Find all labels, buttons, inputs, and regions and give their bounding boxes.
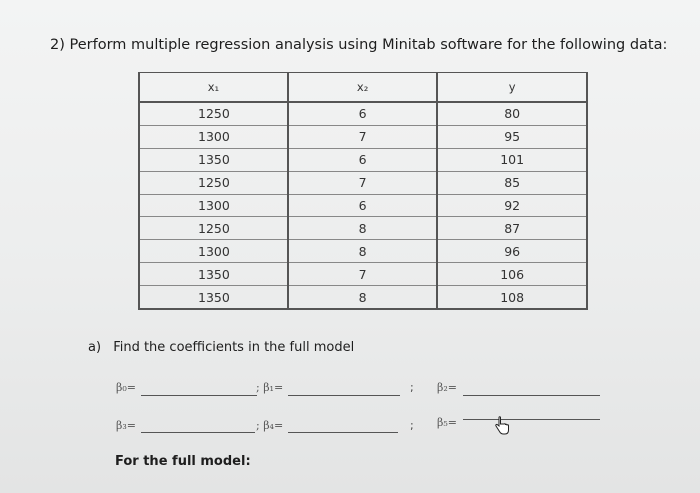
- beta4-label: ; β₄=: [256, 419, 284, 432]
- cell-y: 95: [437, 125, 587, 148]
- table-row: [139, 148, 587, 171]
- cell-x1: 1250: [139, 102, 288, 125]
- table-row: [139, 286, 587, 309]
- cell-y: 87: [437, 217, 587, 240]
- table-row: [139, 263, 587, 286]
- question-heading: 2) Perform multiple regression analysis using Minitab software for the following data:: [50, 37, 668, 53]
- cell-x2: 6: [288, 148, 437, 171]
- beta5-blank[interactable]: [463, 419, 600, 420]
- column-header-x2: x₂: [288, 73, 437, 103]
- cell-x1: 1350: [139, 148, 288, 171]
- separator: ;: [410, 419, 414, 432]
- beta1-blank[interactable]: [288, 395, 400, 396]
- table-row: [139, 171, 587, 194]
- cell-y: 106: [437, 263, 587, 286]
- part-a-prompt: [88, 340, 354, 355]
- beta3-label: β₃=: [116, 419, 136, 432]
- cell-x2: 7: [288, 171, 437, 194]
- column-header-y: y: [437, 73, 587, 103]
- table-row: [139, 102, 587, 125]
- cell-x2: 8: [288, 286, 437, 309]
- cell-x2: 7: [288, 125, 437, 148]
- table-header-row: [139, 73, 587, 103]
- hand-pointer-icon: [494, 416, 510, 436]
- table-row: [139, 240, 587, 263]
- cell-x1: 1300: [139, 125, 288, 148]
- beta2-blank[interactable]: [463, 395, 600, 396]
- table-row: [139, 217, 587, 240]
- cell-x1: 1250: [139, 217, 288, 240]
- part-a-text: Find the coefficients in the full model: [113, 340, 355, 355]
- cell-x2: 7: [288, 263, 437, 286]
- cell-x1: 1350: [139, 263, 288, 286]
- cell-y: 80: [437, 102, 587, 125]
- column-header-x1: x₁: [139, 73, 288, 103]
- cell-x2: 6: [288, 102, 437, 125]
- cell-x2: 8: [288, 240, 437, 263]
- beta5-label: β₅=: [437, 416, 457, 429]
- table-row: [139, 125, 587, 148]
- beta2-label: β₂=: [437, 381, 457, 394]
- beta3-blank[interactable]: [141, 432, 255, 433]
- beta0-blank[interactable]: [141, 395, 257, 396]
- data-table: [138, 72, 588, 310]
- cell-y: 96: [437, 240, 587, 263]
- part-a-label: a): [88, 340, 102, 355]
- cell-y: 108: [437, 286, 587, 309]
- beta1-label: ; β₁=: [256, 381, 284, 394]
- cell-x2: 6: [288, 194, 437, 217]
- cell-x2: 8: [288, 217, 437, 240]
- table-row: [139, 194, 587, 217]
- cell-y: 92: [437, 194, 587, 217]
- beta0-label: β₀=: [116, 381, 136, 394]
- beta4-blank[interactable]: [288, 432, 398, 433]
- cell-x1: 1300: [139, 194, 288, 217]
- cell-x1: 1350: [139, 286, 288, 309]
- cell-y: 85: [437, 171, 587, 194]
- cell-y: 101: [437, 148, 587, 171]
- cell-x1: 1300: [139, 240, 288, 263]
- full-model-label: For the full model:: [115, 454, 251, 469]
- separator: ;: [410, 381, 414, 394]
- cell-x1: 1250: [139, 171, 288, 194]
